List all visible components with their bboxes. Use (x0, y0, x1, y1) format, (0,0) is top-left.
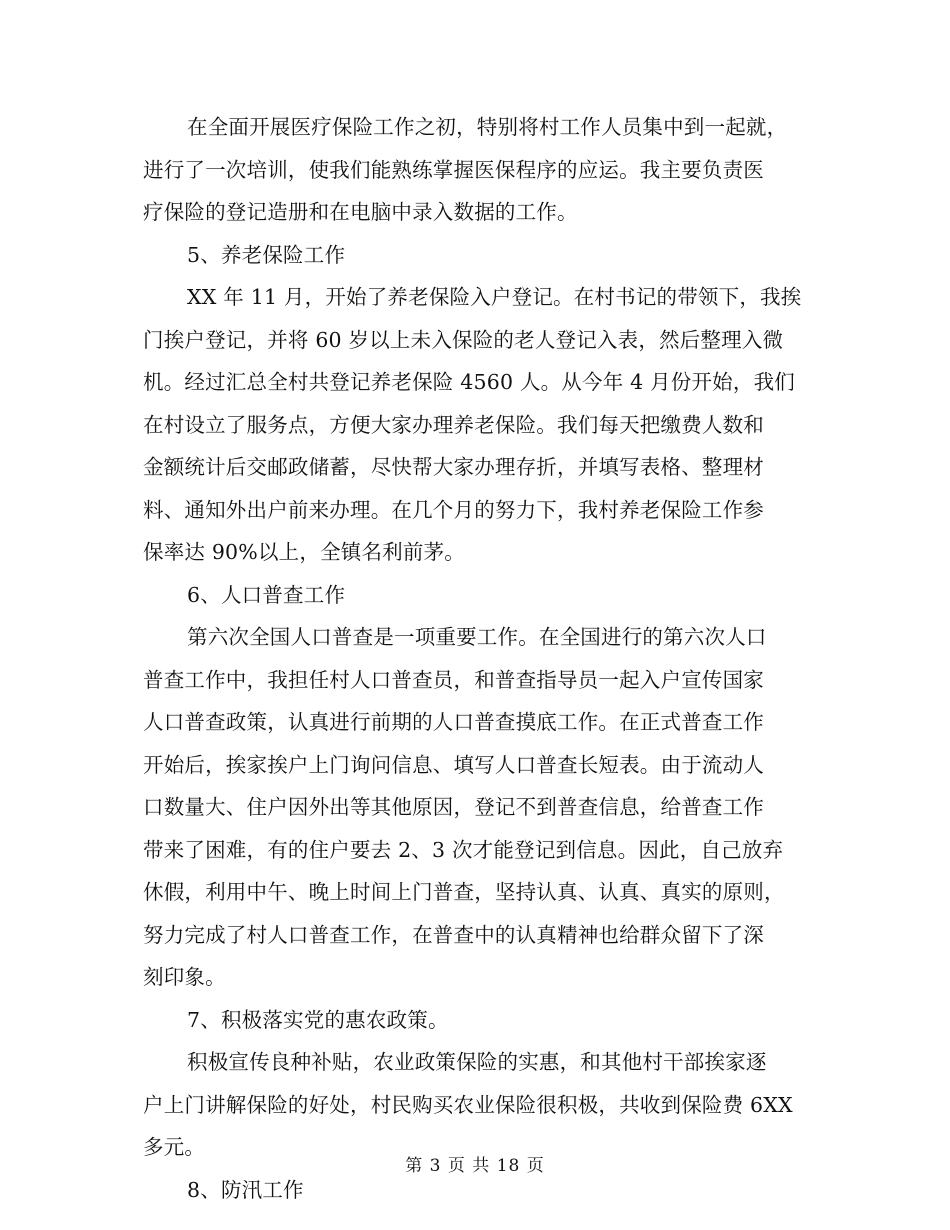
section-heading: 6、人口普查工作 (187, 582, 346, 607)
page-footer: 第 3 页 共 18 页 (405, 1156, 545, 1176)
paragraph-line: 料、通知外出户前来办理。在几个月的努力下，我村养老保险工作参 (143, 497, 764, 522)
paragraph-line: 在全面开展医疗保险工作之初，特别将村工作人员集中到一起就， (187, 115, 788, 139)
paragraph-line: 疗保险的登记造册和在电脑中录入数据的工作。 (143, 200, 578, 224)
paragraph-line: 开始后，挨家挨户上门询问信息、填写人口普查长短表。由于流动人 (143, 752, 764, 777)
paragraph-line: 带来了困难，有的住户要去 2、3 次才能登记到信息。因此，自己放弃 (143, 837, 784, 862)
paragraph-line: 人口普查政策，认真进行前期的人口普查摸底工作。在正式普查工作 (143, 710, 764, 734)
paragraph-line: 户上门讲解保险的好处，村民购买农业保险很积极，共收到保险费 6XX (143, 1092, 793, 1117)
paragraph-line: 刻印象。 (143, 965, 226, 989)
paragraph-line: 努力完成了村人口普查工作，在普查中的认真精神也给群众留下了深 (143, 922, 764, 947)
paragraph-line: 在村设立了服务点，方便大家办理养老保险。我们每天把缴费人数和 (143, 412, 764, 437)
paragraph-line: 门挨户登记，并将 60 岁以上未入保险的老人登记入表，然后整理入微 (143, 327, 784, 352)
document-body (143, 106, 811, 1211)
paragraph-line: 进行了一次培训，使我们能熟练掌握医保程序的应运。我主要负责医 (143, 157, 764, 182)
paragraph-line: XX 年 11 月，开始了养老保险入户登记。在村书记的带领下，我挨 (187, 285, 802, 309)
paragraph-line: 保率达 90%以上，全镇名利前茅。 (143, 540, 465, 564)
paragraph-line: 休假，利用中午、晚上时间上门普查，坚持认真、认真、真实的原则， (143, 880, 785, 904)
paragraph-line: 机。经过汇总全村共登记养老保险 4560 人。从今年 4 月份开始，我们 (143, 370, 795, 394)
paragraph-line: 金额统计后交邮政储蓄，尽快帮大家办理存折，并填写表格、整理材 (143, 455, 764, 479)
paragraph-line: 口数量大、住户因外出等其他原因，登记不到普查信息，给普查工作 (143, 795, 764, 819)
paragraph-line: 第六次全国人口普查是一项重要工作。在全国进行的第六次人口 (187, 625, 767, 649)
paragraph-line: 多元。 (143, 1135, 206, 1159)
section-heading: 7、积极落实党的惠农政策。 (187, 1007, 449, 1032)
paragraph-line: 普查工作中，我担任村人口普查员，和普查指导员一起入户宣传国家 (143, 667, 764, 692)
section-heading: 5、养老保险工作 (187, 242, 346, 267)
section-heading: 8、防汛工作 (187, 1177, 304, 1202)
paragraph-line: 积极宣传良种补贴，农业政策保险的实惠，和其他村干部挨家逐 (187, 1050, 767, 1074)
